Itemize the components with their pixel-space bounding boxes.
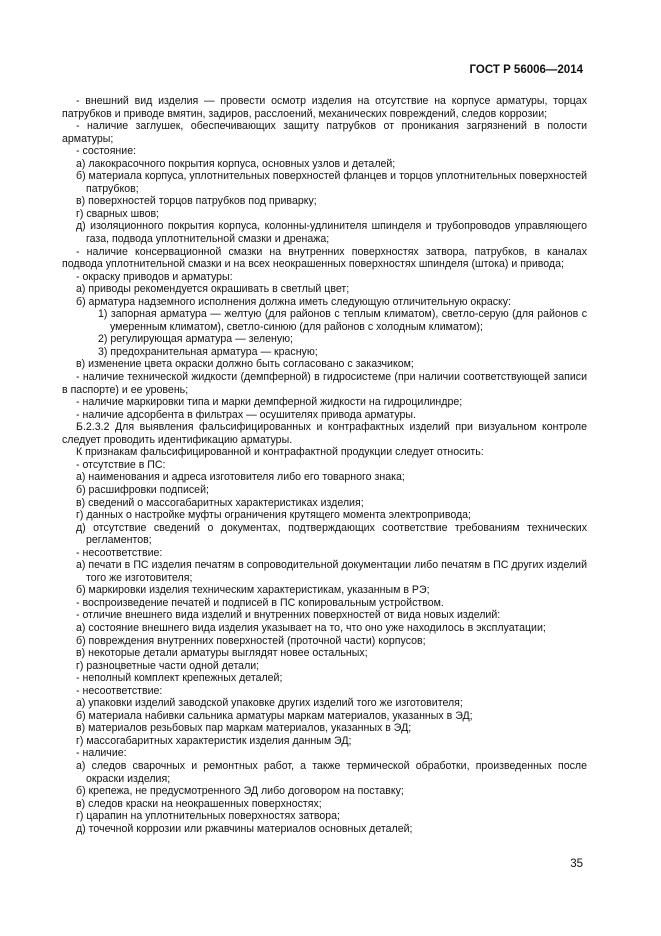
text-paragraph: б) крепежа, не предусмотренного ЭД либо договором на поставку; bbox=[76, 785, 404, 798]
text-paragraph: г) данных о настройке муфты ограничения крутящего момента электропривода; bbox=[76, 509, 471, 522]
text-paragraph: - наличие: bbox=[76, 747, 127, 760]
text-paragraph: д) изоляционного покрытия корпуса, колонны-удлинителя шпинделя и трубопроводов управляющего газа, подвода уплотнительной смазки и дренажа; bbox=[76, 220, 587, 246]
text-paragraph: 3) предохранительная арматура — красную; bbox=[98, 345, 318, 358]
text-paragraph: К признакам фальсифицированной и контрафактной продукции следует относить: bbox=[76, 446, 484, 459]
text-paragraph: б) маркировки изделия техническим характеристикам, указанным в РЭ; bbox=[76, 584, 430, 597]
text-paragraph: б) материала корпуса, уплотнительных поверхностей фланцев и торцов уплотнительных поверхностей патрубков; bbox=[76, 170, 587, 195]
text-paragraph: г) сварных швов; bbox=[76, 207, 160, 220]
text-paragraph: в) следов краски на неокрашенных поверхностях; bbox=[76, 797, 322, 810]
text-paragraph: - наличие технической жидкости (демпферной) в гидросистеме (при наличии соответствующей записи в паспорте) и ее уровень; bbox=[62, 371, 587, 396]
text-paragraph: г) массогабаритных характеристик изделия данным ЭД; bbox=[76, 734, 352, 747]
text-paragraph: 1) запорная арматура — желтую (для районов с теплым климатом), светло-серую (для районов с умеренным климатом), светло-синюю (для районов с холодным климатом); bbox=[98, 308, 587, 333]
page-number: 35 bbox=[570, 858, 583, 870]
text-paragraph: - несоответствие: bbox=[76, 546, 163, 559]
text-paragraph: а) следов сварочных и ремонтных работ, а также термической обработки, произведенных после окраски изделия; bbox=[76, 759, 587, 785]
text-paragraph: - окраску приводов и арматуры: bbox=[76, 270, 233, 283]
text-paragraph: б) материала набивки сальника арматуры маркам материалов, указанных в ЭД; bbox=[76, 709, 473, 722]
document-designation: ГОСТ Р 56006—2014 bbox=[469, 64, 583, 76]
text-paragraph: а) состояние внешнего вида изделия указывает на то, что оно уже находилось в эксплуатации; bbox=[76, 621, 546, 634]
text-paragraph: в) сведений о массогабаритных характеристиках изделия; bbox=[76, 496, 364, 509]
text-paragraph: в) поверхностей торцов патрубков под приварку; bbox=[76, 195, 317, 208]
text-paragraph: - состояние: bbox=[76, 145, 137, 158]
text-paragraph: 2) регулирующая арматура — зеленую; bbox=[98, 333, 294, 346]
text-paragraph: - наличие адсорбента в фильтрах — осушителях привода арматуры. bbox=[76, 408, 416, 421]
text-paragraph: - воспроизведение печатей и подписей в ПС копировальным устройством. bbox=[76, 596, 444, 609]
text-paragraph: - наличие консервационной смазки на внутренних поверхностях затвора, патрубков, в каналах подвода уплотнительной смазки и на всех неокрашенных поверхностях шпинделя (штока) и привода; bbox=[62, 245, 587, 271]
text-paragraph: - отличие внешнего вида изделий и внутренних поверхностей от вида новых изделий: bbox=[76, 609, 501, 622]
text-paragraph: - наличие маркировки типа и марки демпферной жидкости на гидроцилиндре; bbox=[76, 396, 463, 409]
text-paragraph: - внешний вид изделия — провести осмотр изделия на отсутствие на корпусе арматуры, торцах патрубков и приводе вмятин, задиров, расслоений, механических повреждений, следов коррозии; bbox=[62, 95, 587, 120]
text-paragraph: а) приводы рекомендуется окрашивать в светлый цвет; bbox=[76, 283, 350, 296]
body-text bbox=[62, 95, 587, 835]
text-paragraph: - неполный комплект крепежных деталей; bbox=[76, 672, 283, 685]
text-paragraph: б) повреждения внутренних поверхностей (проточной части) корпусов; bbox=[76, 634, 426, 647]
text-paragraph: - наличие заглушек, обеспечивающих защиту патрубков от проникания загрязнений в полости арматуры; bbox=[62, 120, 587, 145]
text-paragraph: а) печати в ПС изделия печатям в сопроводительной документации либо печатям в ПС других изделий того же изготовителя; bbox=[76, 559, 587, 584]
text-paragraph: д) отсутствие сведений о документах, подтверждающих соответствие требованиям технических регламентов; bbox=[76, 521, 587, 547]
text-paragraph: д) точечной коррозии или ржавчины материалов основных деталей; bbox=[76, 822, 413, 835]
text-paragraph: в) изменение цвета окраски должно быть согласовано с заказчиком; bbox=[76, 358, 414, 371]
text-paragraph: в) материалов резьбовых пар маркам материалов, указанных в ЭД; bbox=[76, 722, 412, 735]
text-paragraph: б) арматура надземного исполнения должна иметь следующую отличительную окраску: bbox=[76, 295, 512, 308]
text-paragraph: - несоответствие: bbox=[76, 684, 163, 697]
text-paragraph: Б.2.3.2 Для выявления фальсифицированных и контрафактных изделий при визуальном контроле следует проводить идентификацию арматуры. bbox=[62, 421, 587, 446]
text-paragraph: г) разноцветные части одной детали; bbox=[76, 659, 260, 672]
text-paragraph: в) некоторые детали арматуры выглядят новее остальных; bbox=[76, 647, 368, 660]
text-paragraph: - отсутствие в ПС: bbox=[76, 458, 166, 471]
text-paragraph: б) расшифровки подписей; bbox=[76, 483, 209, 496]
text-paragraph: г) царапин на уплотнительных поверхностях затвора; bbox=[76, 810, 340, 823]
text-paragraph: а) лакокрасочного покрытия корпуса, основных узлов и деталей; bbox=[76, 157, 396, 170]
text-paragraph: а) наименования и адреса изготовителя либо его товарного знака; bbox=[76, 471, 405, 484]
text-paragraph: а) упаковки изделий заводской упаковке других изделий того же изготовителя; bbox=[76, 697, 463, 710]
